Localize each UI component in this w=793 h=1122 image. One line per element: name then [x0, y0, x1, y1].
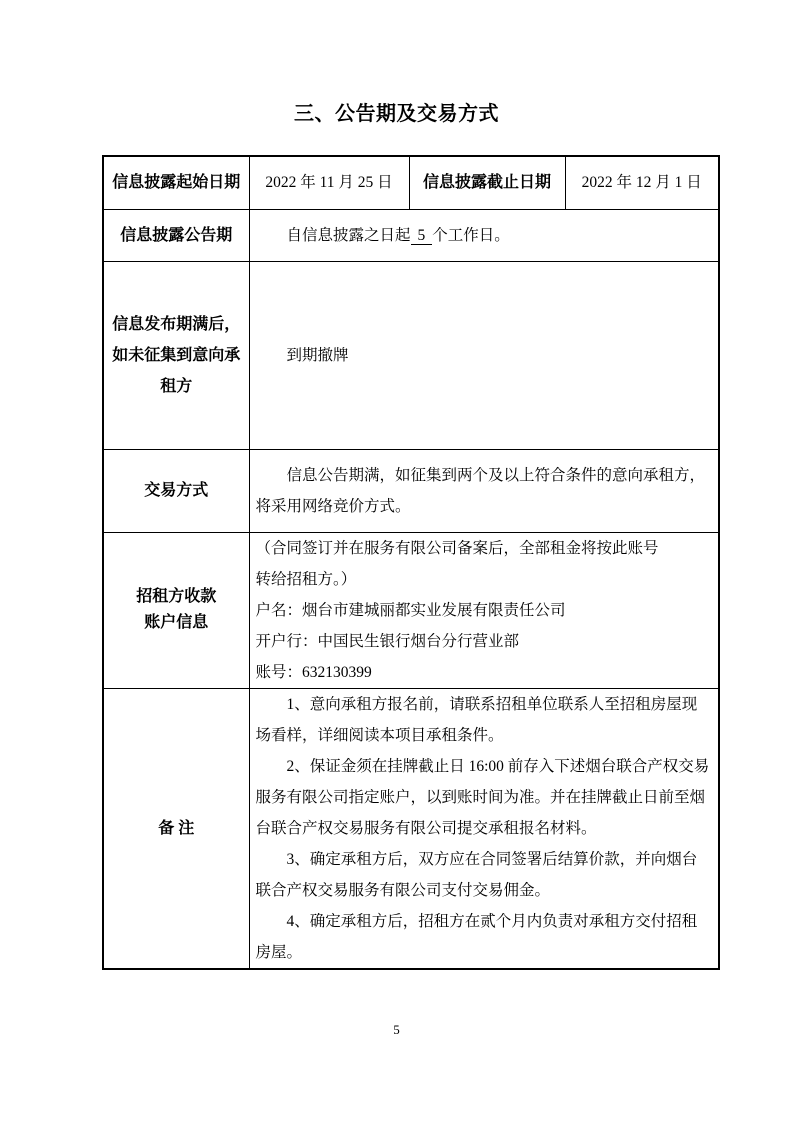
table-row-announcement-period	[103, 209, 719, 261]
transaction-method-label: 交易方式	[103, 449, 249, 532]
expiry-action-label: 信息发布期满后，如未征集到意向承租方	[103, 261, 249, 449]
account-info-value	[249, 532, 719, 688]
bank-branch-name: 开户行：中国民生银行烟台分行营业部	[255, 632, 520, 650]
remark-item-2: 2、保证金须在挂牌截止日 16:00 前存入下述烟台联合产权交易服务有限公司指定账户，以到账时间为准。并在挂牌截止日前至烟台联合产权交易服务有限公司提交承租报名材料。	[255, 757, 710, 837]
announcement-period-value	[249, 209, 719, 261]
account-info-label-line2: 账户信息	[144, 614, 209, 631]
disclosure-start-date-label: 信息披露起始日期	[103, 156, 249, 209]
remark-item-1: 1、意向承租方报名前，请联系招租单位联系人至招租房屋现场看样，详细阅读本项目承租条件。	[255, 695, 698, 744]
account-info-label	[103, 532, 249, 688]
account-number: 账号：632130399	[255, 663, 372, 681]
workdays-count-underlined: 5	[411, 227, 433, 245]
announcement-period-label: 信息披露公告期	[103, 209, 249, 261]
remarks-value	[249, 688, 719, 969]
page-title: 三、公告期及交易方式	[294, 103, 499, 125]
remark-item-3: 3、确定承租方后，双方应在合同签署后结算价款，并向烟台联合产权交易服务有限公司支付交易佣金。	[255, 850, 698, 899]
disclosure-end-date-value: 2022 年 12 月 1 日	[565, 156, 719, 209]
table-row-transaction-method	[103, 449, 719, 532]
transaction-method-value	[249, 449, 719, 532]
announcement-period-text-suffix: 个工作日。	[432, 226, 510, 244]
expiry-action-value: 到期撤牌	[249, 261, 719, 449]
table-row-expiry-action	[103, 261, 719, 449]
disclosure-end-date-label: 信息披露截止日期	[409, 156, 565, 209]
remarks-label: 备 注	[103, 688, 249, 969]
remark-item-4: 4、确定承租方后，招租方在贰个月内负责对承租方交付招租房屋。	[255, 912, 698, 961]
account-info-label-line1: 招租方收款	[136, 588, 217, 605]
table-row-remarks	[103, 688, 719, 969]
page-number: 5	[393, 1022, 400, 1037]
announcement-table	[102, 155, 720, 970]
disclosure-start-date-value: 2022 年 11 月 25 日	[249, 156, 409, 209]
table-row-account-info	[103, 532, 719, 688]
announcement-period-text-prefix: 自信息披露之日起	[286, 226, 411, 244]
account-holder-name: 户名：烟台市建城丽都实业发展有限责任公司	[255, 601, 566, 619]
account-info-note: （合同签订并在服务有限公司备案后，全部租金将按此账号转给招租方。）	[255, 539, 659, 588]
transaction-method-text: 信息公告期满，如征集到两个及以上符合条件的意向承租方，将采用网络竞价方式。	[255, 466, 706, 515]
table-row-disclosure-dates	[103, 156, 719, 209]
